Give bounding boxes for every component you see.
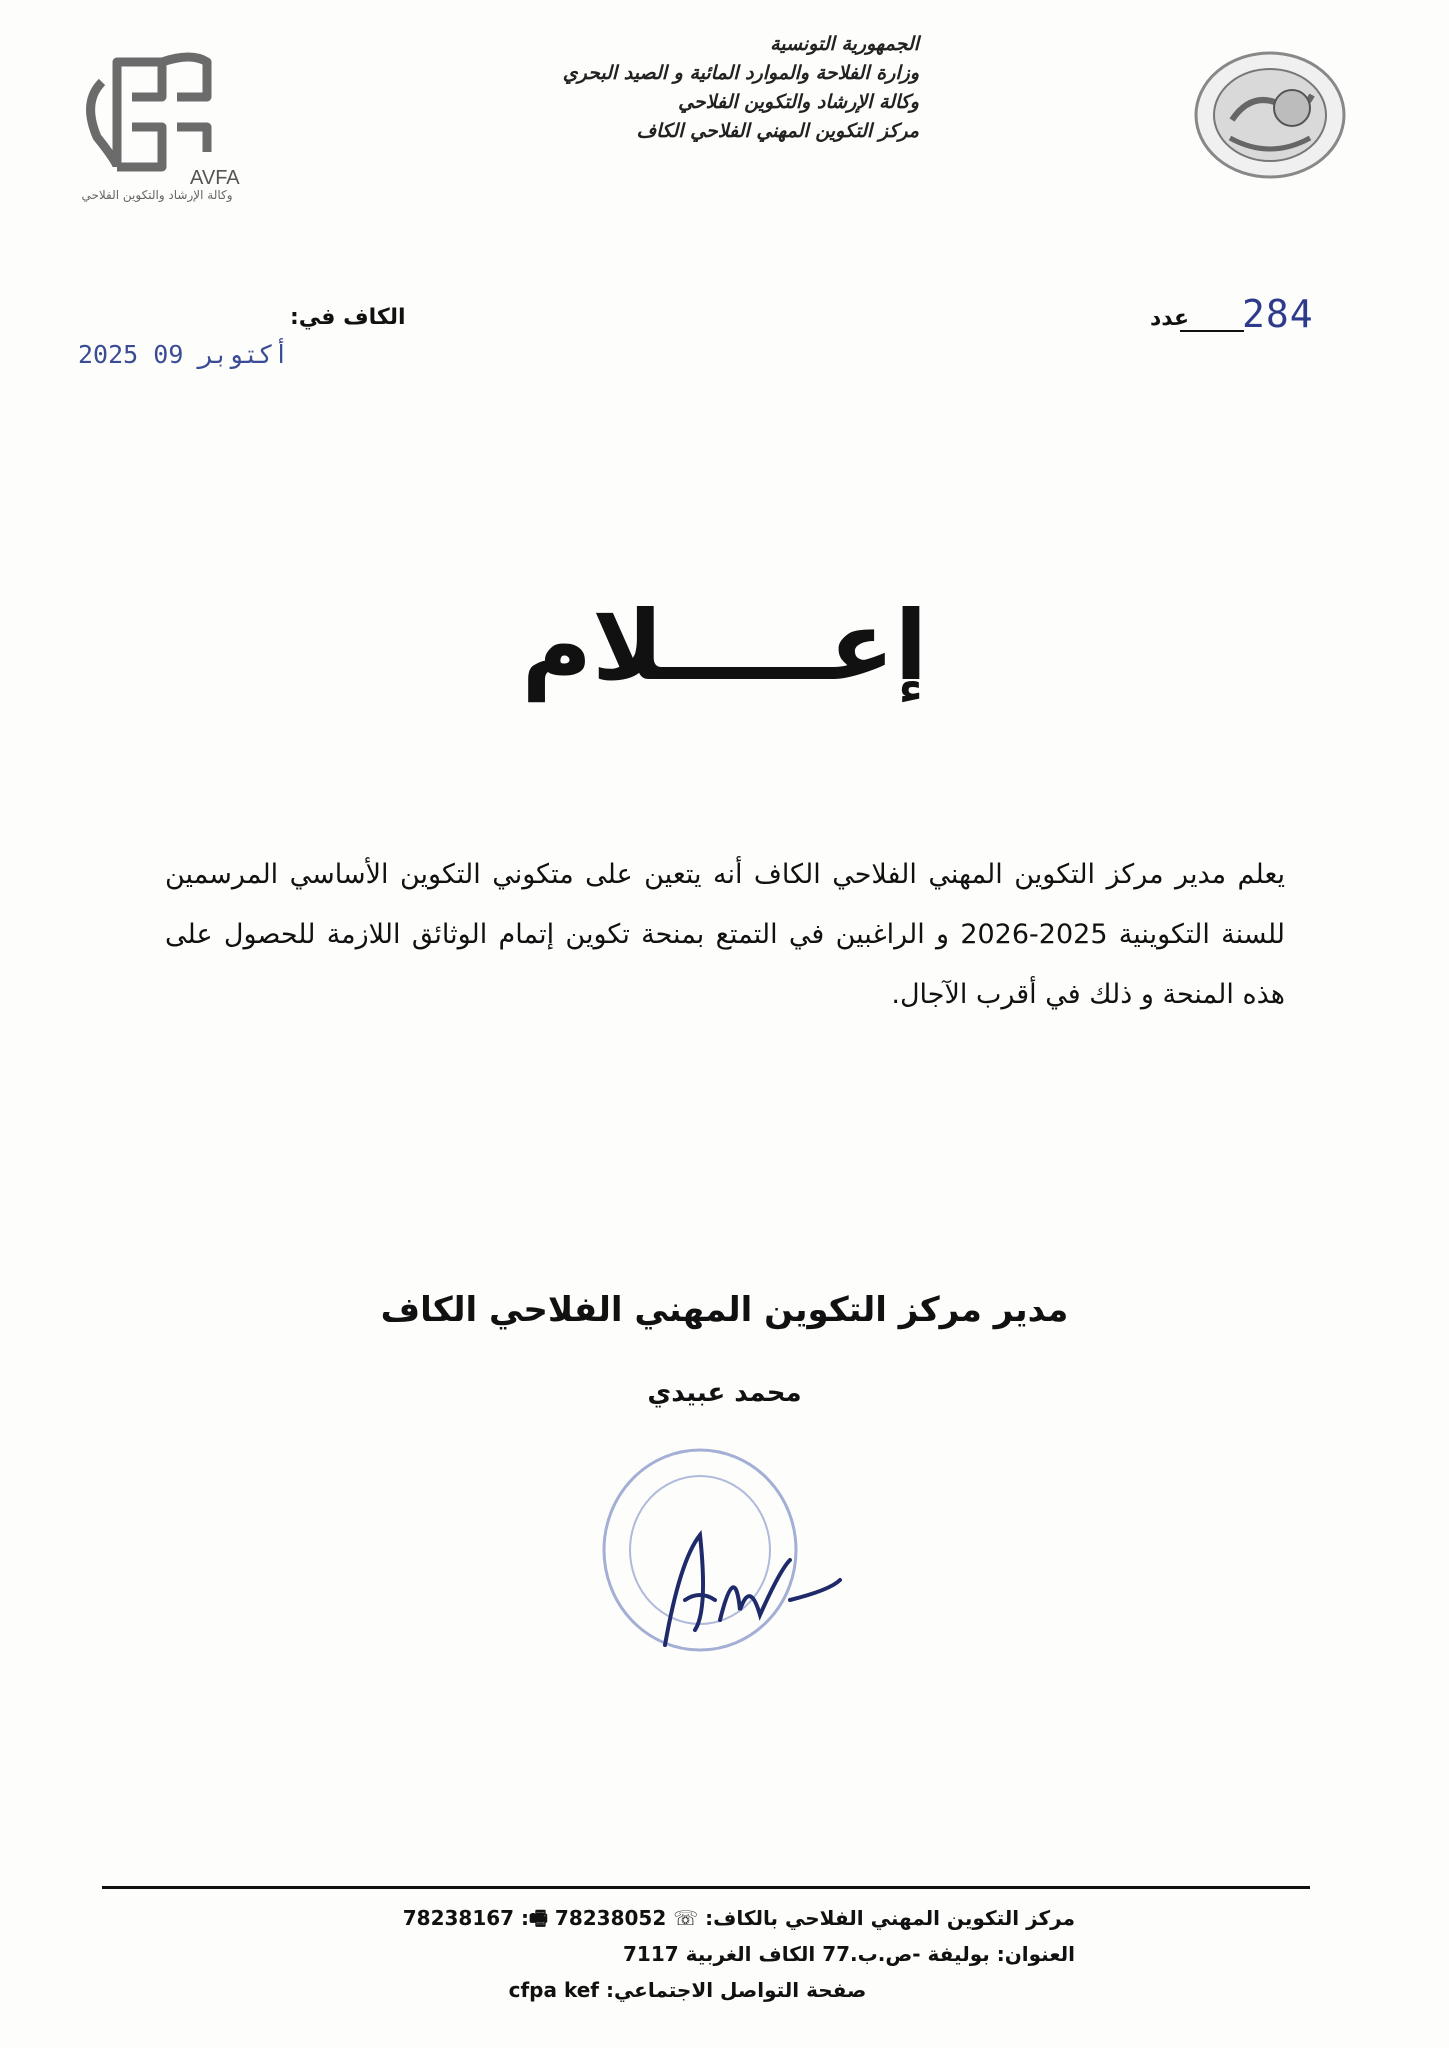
- date-stamp: 2025 أكتوبر 09: [78, 340, 289, 369]
- signatory-title: مدير مركز التكوين المهني الفلاحي الكاف: [380, 1290, 1069, 1330]
- avfa-leaf-icon: [62, 42, 252, 187]
- footer-phone-line: مركز التكوين المهني الفلاحي بالكاف: ☏ 78238052 🖷: 78238167: [402, 1906, 1075, 1930]
- reference-label: عدد: [1150, 306, 1190, 331]
- avfa-logo-text: AVFA: [190, 167, 240, 187]
- letterhead: [499, 30, 919, 146]
- letterhead-line-center: مركز التكوين المهني الفلاحي الكاف: [636, 120, 919, 142]
- page-title: إعـــــلام: [521, 590, 928, 702]
- notice-paragraph: يعلم مدير مركز التكوين المهني الفلاحي الكاف أنه يتعين على متكوني التكوين الأساسي المرسمين للسنة التكوينية 2025-2026 و الراغبين في التمتع بمنحة تكوين إتمام الوثائق اللازمة للحصول على هذه المنحة و ذلك في أقرب الآجال.: [165, 859, 1285, 1010]
- official-stamp-signature: [590, 1440, 870, 1680]
- place-label: الكاف في:: [290, 305, 406, 330]
- letterhead-line-agency: وكالة الإرشاد والتكوين الفلاحي: [678, 91, 919, 113]
- cfpa-seal: [1192, 50, 1348, 180]
- reference-number-value: 284: [1242, 292, 1314, 336]
- footer-divider: [102, 1886, 1310, 1889]
- reference-underline: [1180, 330, 1244, 332]
- cfpa-seal-icon: [1192, 50, 1348, 180]
- handwritten-signature: [665, 1535, 840, 1645]
- avfa-logo: [62, 42, 252, 217]
- footer-contact: [300, 1900, 1075, 2008]
- reference-number: [1150, 292, 1360, 352]
- letterhead-line-republic: الجمهورية التونسية: [770, 33, 919, 55]
- signatory-name: محمد عبيدي: [647, 1378, 802, 1408]
- avfa-caption: وكالة الإرشاد والتكوين الفلاحي: [81, 188, 233, 202]
- letterhead-line-ministry: وزارة الفلاحة والموارد المائية و الصيد البحري: [562, 62, 919, 84]
- footer-address-line: العنوان: بوليفة -ص.ب.77 الكاف الغربية 7117: [623, 1942, 1075, 1966]
- footer-social-line: صفحة التواصل الاجتماعي: cfpa kef: [508, 1978, 867, 2002]
